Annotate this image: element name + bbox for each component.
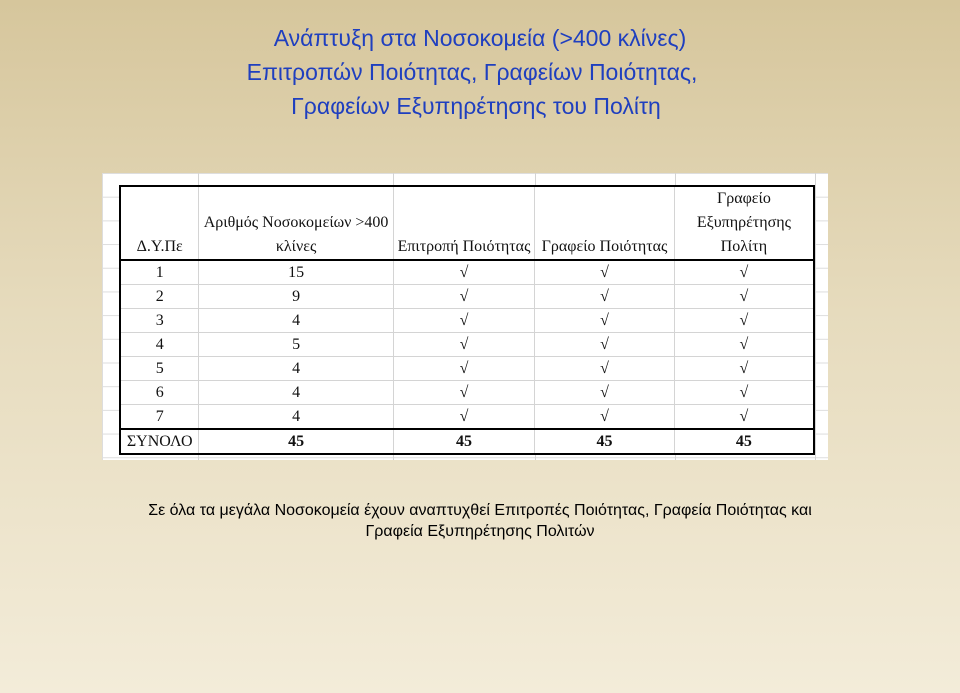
table-row (120, 260, 814, 285)
table-cell: √ (393, 405, 535, 430)
table-cell: 4 (199, 381, 393, 405)
table-cell: √ (535, 333, 675, 357)
table-cell: Γραφείο Ποιότητας (535, 186, 675, 260)
table-row (120, 381, 814, 405)
table-cell: √ (674, 309, 814, 333)
table-cell: 3 (120, 309, 199, 333)
table-cell: √ (535, 357, 675, 381)
slide-title-line-2: Επιτροπών Ποιότητας, Γραφείων Ποιότητας, (246, 59, 698, 85)
table-cell: √ (535, 405, 675, 430)
footer-line-2: Γραφεία Εξυπηρέτησης Πολιτών (365, 523, 595, 540)
table-cell: Αριθμός Νοσοκομείων >400 κλίνες (199, 186, 393, 260)
table-cell: 7 (120, 405, 199, 430)
table-cell: 45 (535, 429, 675, 454)
table-cell: √ (535, 381, 675, 405)
table-cell: 4 (199, 309, 393, 333)
table-cell: 4 (199, 357, 393, 381)
table-cell: √ (535, 260, 675, 285)
table-cell: 2 (120, 285, 199, 309)
table-cell: 6 (120, 381, 199, 405)
table-row (120, 309, 814, 333)
table-cell: √ (674, 260, 814, 285)
table-cell: 45 (674, 429, 814, 454)
table-cell: √ (674, 381, 814, 405)
hospitals-table (119, 185, 815, 455)
table-cell: √ (674, 333, 814, 357)
slide-title-line-3: Γραφείων Εξυπηρέτησης του Πολίτη (291, 93, 661, 119)
table-cell: √ (393, 333, 535, 357)
slide-title-line-1: Ανάπτυξη στα Νοσοκομεία (>400 κλίνες) (273, 25, 687, 51)
table-cell: √ (535, 285, 675, 309)
table-header-row (120, 186, 814, 260)
footer-line-1: Σε όλα τα μεγάλα Νοσοκομεία έχουν αναπτυχθεί Επιτροπές Ποιότητας, Γραφεία Ποιότητας και (148, 502, 812, 519)
table-cell: 1 (120, 260, 199, 285)
spreadsheet-image (102, 173, 828, 460)
table-cell: √ (674, 357, 814, 381)
table-cell: √ (393, 309, 535, 333)
footer-note (0, 500, 960, 542)
table-cell: √ (393, 357, 535, 381)
table-cell: Γραφείο Εξυπηρέτησης Πολίτη (674, 186, 814, 260)
table-cell: Επιτροπή Ποιότητας (393, 186, 535, 260)
table-total-row (120, 429, 814, 454)
table-cell: 4 (199, 405, 393, 430)
table-cell: 4 (120, 333, 199, 357)
table-row (120, 405, 814, 430)
table-cell: √ (393, 381, 535, 405)
table-cell: √ (674, 405, 814, 430)
table-cell: 5 (199, 333, 393, 357)
table-cell: 5 (120, 357, 199, 381)
table-cell: ΣΥΝΟΛΟ (120, 429, 199, 454)
table-row (120, 357, 814, 381)
table-cell: Δ.Υ.Πε (120, 186, 199, 260)
table-cell: √ (393, 285, 535, 309)
table-cell: 15 (199, 260, 393, 285)
table-row (120, 285, 814, 309)
table-cell: √ (535, 309, 675, 333)
table-cell: √ (674, 285, 814, 309)
table-cell: 45 (199, 429, 393, 454)
table-cell: √ (393, 260, 535, 285)
table-cell: 9 (199, 285, 393, 309)
table-row (120, 333, 814, 357)
table-cell: 45 (393, 429, 535, 454)
